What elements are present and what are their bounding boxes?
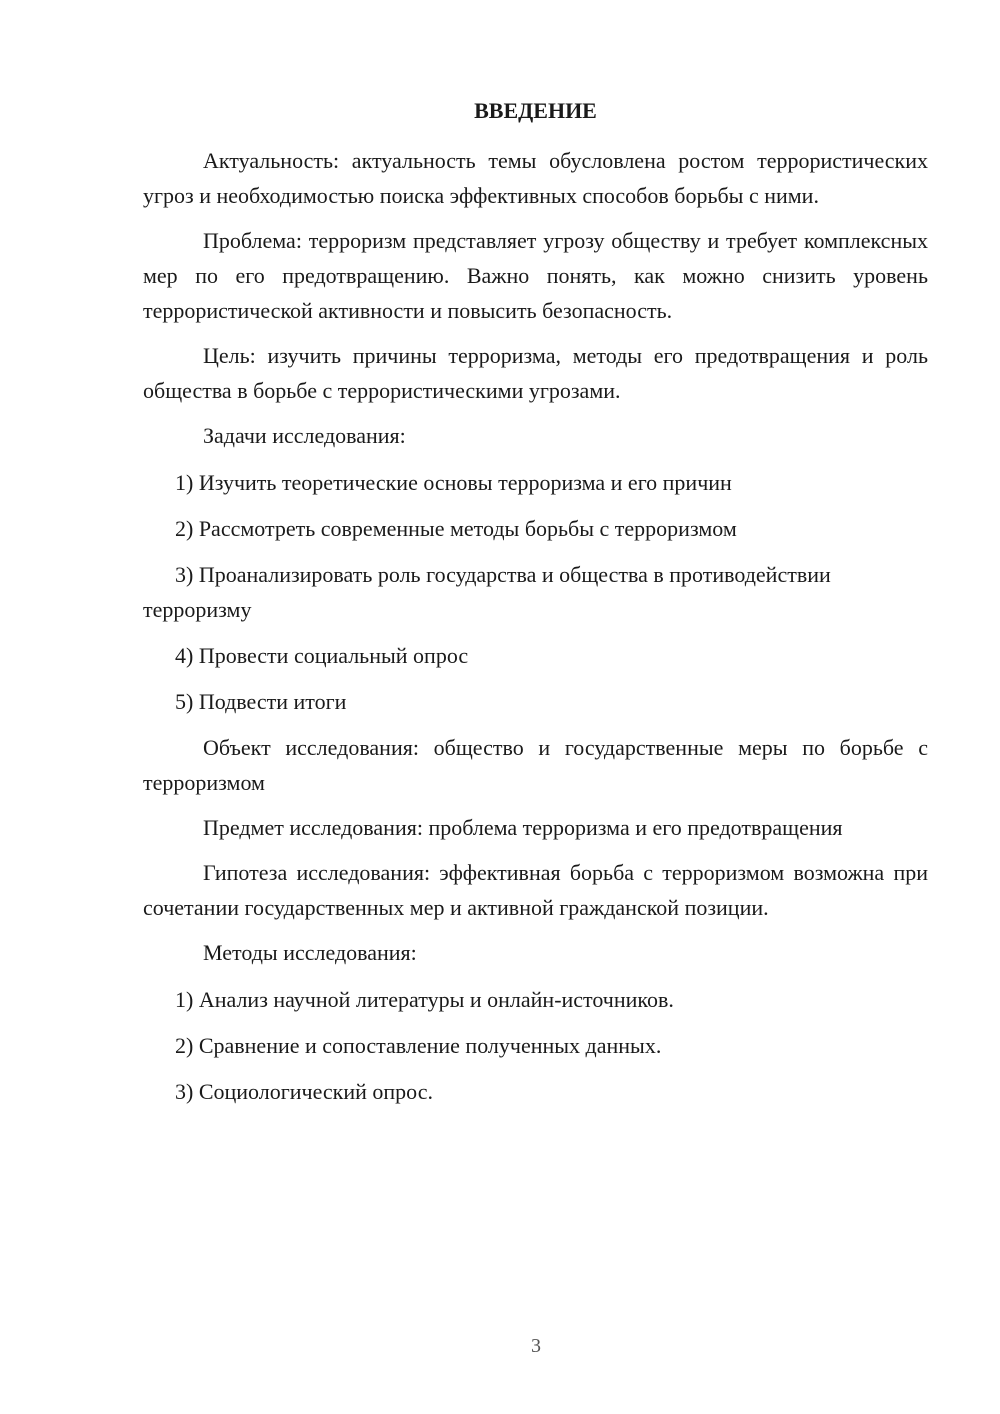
method-item: 2) Сравнение и сопоставление полученных данных. xyxy=(175,1033,662,1058)
relevance-paragraph: Актуальность: актуальность темы обусловлена ростом террористических угроз и необходимостью поиска эффективных способов борьбы с ними. xyxy=(143,148,928,208)
task-item: 3) Проанализировать роль государства и общества в противодействии терроризму xyxy=(143,562,831,622)
hypothesis-paragraph: Гипотеза исследования: эффективная борьба с терроризмом возможна при сочетании государственных мер и активной гражданской позиции. xyxy=(143,860,928,920)
methods-heading: Методы исследования: xyxy=(203,940,417,965)
method-item: 3) Социологический опрос. xyxy=(175,1079,433,1104)
task-item: 1) Изучить теоретические основы терроризма и его причин xyxy=(175,470,732,495)
task-item: 4) Провести социальный опрос xyxy=(175,643,469,668)
tasks-heading: Задачи исследования: xyxy=(203,423,406,448)
page-title: ВВЕДЕНИЕ xyxy=(474,98,597,123)
object-paragraph: Объект исследования: общество и государственные меры по борьбе с терроризмом xyxy=(143,735,928,795)
page-number: 3 xyxy=(531,1335,541,1357)
page-body xyxy=(143,143,928,1120)
problem-paragraph: Проблема: терроризм представляет угрозу обществу и требует комплексных мер по его предотвращению. Важно понять, как можно снизить уровень террористической активности и повысить безопасность. xyxy=(143,228,928,323)
task-item: 5) Подвести итоги xyxy=(175,689,347,714)
method-item: 1) Анализ научной литературы и онлайн-источников. xyxy=(175,987,674,1012)
subject-paragraph: Предмет исследования: проблема терроризма и его предотвращения xyxy=(203,815,843,840)
task-item: 2) Рассмотреть современные методы борьбы с терроризмом xyxy=(175,516,737,541)
goal-paragraph: Цель: изучить причины терроризма, методы его предотвращения и роль общества в борьбе с террористическими угрозами. xyxy=(143,343,928,403)
